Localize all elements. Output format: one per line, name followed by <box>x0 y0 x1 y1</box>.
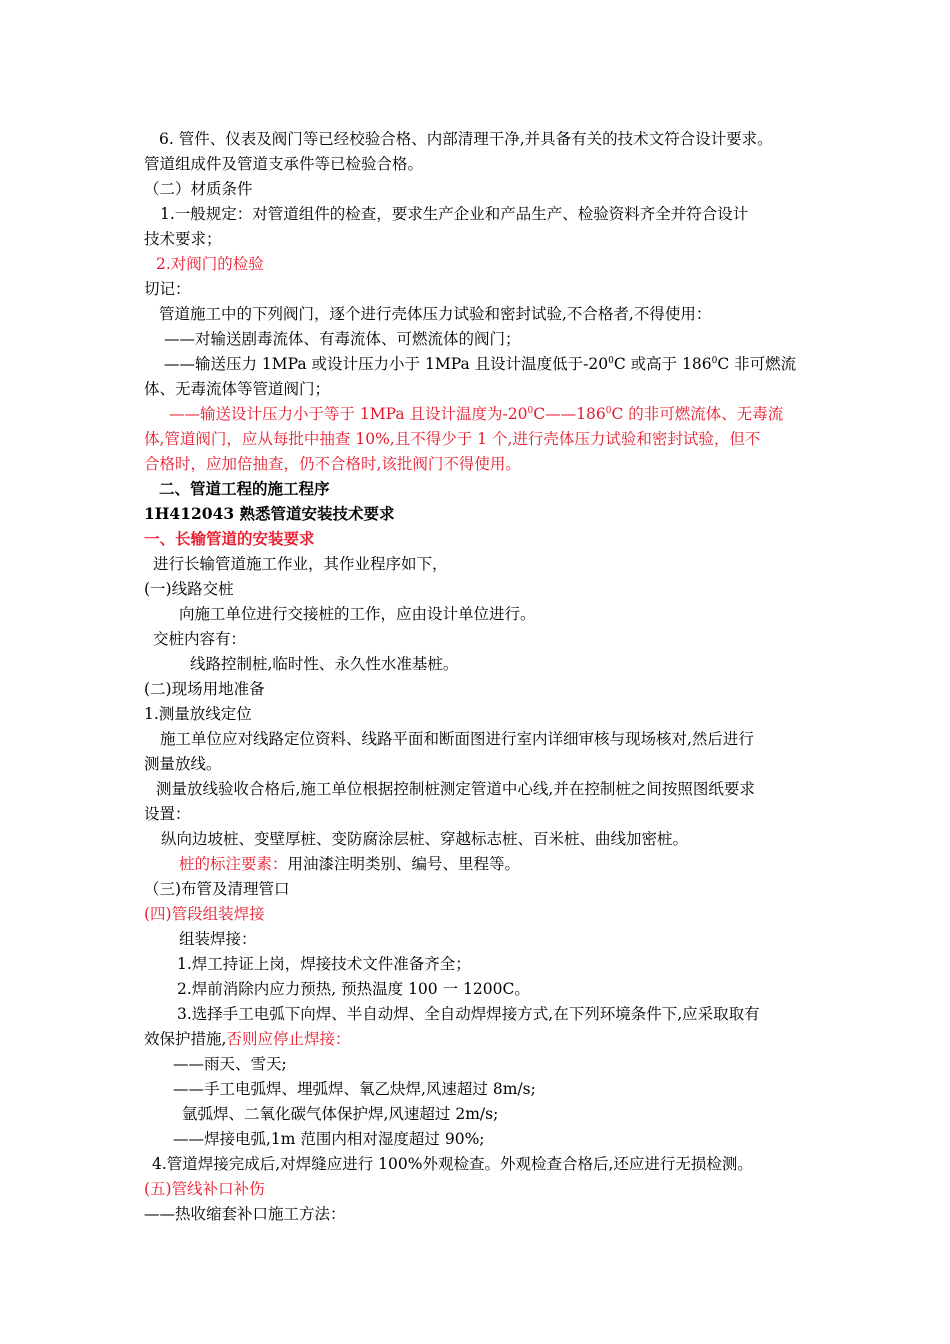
dash-item-weather: ——雨天、雪天; <box>173 1055 287 1073</box>
dash-item-sampling-cont2: 合格时，应加倍抽查，仍不合格时,该批阀门不得使用。 <box>144 455 521 473</box>
para-handover-content-label: 交桩内容有： <box>153 630 247 648</box>
dash-item-heat-shrink: ——热收缩套补口施工方法： <box>144 1205 346 1223</box>
section-heading-long-distance: 一、长输管道的安装要求 <box>144 529 315 548</box>
dash-item-pressure: ——输送压力 1MPa 或设计压力小于 1MPa 且设计温度低于$-20^0C$ 或高于 $186^0C$ 非可燃流 <box>164 355 797 373</box>
section-heading-material: （二）材质条件 <box>144 180 253 198</box>
subheading-joint-repair: (五)管线补口补伤 <box>144 1180 265 1198</box>
para-procedure-intro: 进行长输管道施工作业，其作业程序如下， <box>153 555 448 573</box>
dash-item-humidity: ——焊接电弧,1m 范围内相对湿度超过 90%; <box>173 1130 485 1148</box>
welding-item-2: 2.焊前消除内应力预热, 预热温度 100 一 1200C。 <box>177 980 530 998</box>
dash-item-wind-8: ——手工电弧焊、埋弧焊、氧乙炔焊,风速超过 8m/s; <box>173 1080 536 1098</box>
para-survey-acceptance: 测量放线验收合格后,施工单位根据控制桩测定管道中心线,并在控制桩之间按照图纸要求 <box>156 780 755 798</box>
note-label: 切记： <box>144 280 191 298</box>
para-general-rule: 1.一般规定：对管道组件的检查，要求生产企业和产品生产、检验资料齐全并符合设计 <box>160 205 749 223</box>
para-survey: 施工单位应对线路定位资料、线路平面和断面图进行室内详细审核与现场核对,然后进行 <box>160 730 754 748</box>
para-item-6: 6. 管件、仪表及阀门等已经校验合格、内部清理干净,并具备有关的技术文符合设计要求。 <box>159 130 773 148</box>
subheading-valve-inspection: 2.对阀门的检验 <box>156 255 264 273</box>
para-general-rule-cont: 技术要求； <box>144 230 222 248</box>
dash-item-toxic: ——对输送剧毒流体、有毒流体、可燃流体的阀门； <box>164 330 521 348</box>
para-stake-types: 纵向边坡桩、变壁厚桩、变防腐涂层桩、穿越标志桩、百米桩、曲线加密桩。 <box>161 830 689 848</box>
dash-item-sampling: ——输送设计压力小于等于 1MPa 且设计温度为$-20^0C——186^0C$ 的非可燃流体、无毒流 <box>169 405 784 423</box>
section-heading-procedure: 二、管道工程的施工程序 <box>159 479 330 498</box>
subheading-welding: (四)管段组装焊接 <box>144 905 265 923</box>
dash-item-pressure-cont: 体、无毒流体等管道阀门； <box>144 380 331 398</box>
para-survey-cont: 测量放线。 <box>144 755 222 773</box>
para-handover: 向施工单位进行交接桩的工作，应由设计单位进行。 <box>179 605 536 623</box>
subheading-site-prep: (二)现场用地准备 <box>144 680 265 698</box>
para-survey-acceptance-cont: 设置： <box>144 805 191 823</box>
subheading-survey: 1.测量放线定位 <box>144 705 252 723</box>
para-item-6-cont: 管道组成件及管道支承件等已检验合格。 <box>144 155 424 173</box>
welding-item-3: 3.选择手工电弧下向焊、半自动焊、全自动焊焊接方式,在下列环境条件下,应采取取有 <box>177 1005 760 1023</box>
dash-item-sampling-cont: 体,管道阀门，应从每批中抽查 10%,且不得少于 1 个,进行壳体压力试验和密封试验，但不 <box>144 430 761 448</box>
chapter-title: 1H412043 熟悉管道安装技术要求 <box>144 504 395 523</box>
subheading-pipe-laying: （三)布管及清理管口 <box>144 880 290 898</box>
para-welding-label: 组装焊接： <box>179 930 257 948</box>
welding-item-4: 4.管道焊接完成后,对焊缝应进行 100%外观检查。外观检查合格后,还应进行无损检测。 <box>152 1155 753 1173</box>
para-stake-marking: 桩的标注要素：用油漆注明类别、编号、里程等。 <box>179 855 521 873</box>
para-handover-content: 线路控制桩,临时性、永久性水准基桩。 <box>190 655 459 673</box>
welding-item-3-cont: 效保护措施,否则应停止焊接： <box>144 1030 351 1048</box>
para-valve-tests: 管道施工中的下列阀门，逐个进行壳体压力试验和密封试验,不合格者,不得使用： <box>159 305 712 323</box>
welding-item-1: 1.焊工持证上岗，焊接技术文件准备齐全； <box>177 955 471 973</box>
item-wind-2: 氩弧焊、二氧化碳气体保护焊,风速超过 2m/s; <box>182 1105 499 1123</box>
subheading-handover: (一)线路交桩 <box>144 580 234 598</box>
